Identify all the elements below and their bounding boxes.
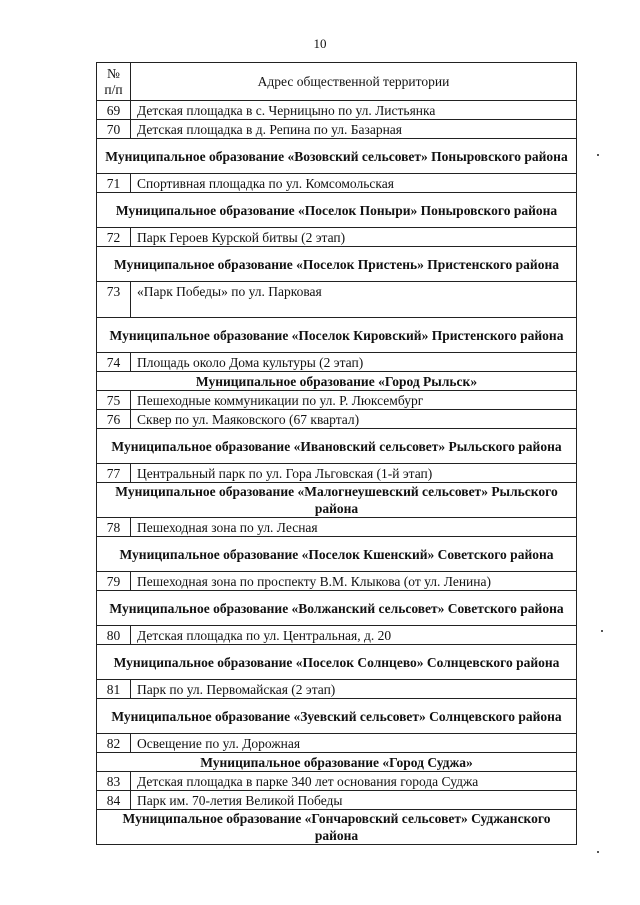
- row-number: 69: [97, 101, 131, 120]
- column-header-number-line1: №: [107, 65, 120, 81]
- row-number: 72: [97, 228, 131, 247]
- row-address: «Парк Победы» по ул. Парковая: [131, 282, 577, 318]
- section-row: [97, 318, 577, 353]
- row-address: Детская площадка по ул. Центральная, д. 20: [131, 626, 577, 645]
- section-title: Муниципальное образование «Зуевский сельсовет» Солнцевского района: [97, 699, 577, 734]
- section-title: Муниципальное образование «Поселок Поныри» Поныровского района: [97, 193, 577, 228]
- table-row: [97, 772, 577, 791]
- scan-speck: [597, 851, 599, 853]
- section-row: [97, 591, 577, 626]
- row-number: 73: [97, 282, 131, 318]
- section-row: [97, 810, 577, 845]
- row-address: Парк по ул. Первомайская (2 этап): [131, 680, 577, 699]
- row-number: 82: [97, 734, 131, 753]
- section-title: Муниципальное образование «Поселок Кировский» Пристенского района: [97, 318, 577, 353]
- page-number: 10: [313, 36, 327, 51]
- table-row: [97, 518, 577, 537]
- section-title: Муниципальное образование «Гончаровский сельсовет» Суджанского района: [97, 810, 577, 845]
- section-title: Муниципальное образование «Город Рыльск»: [97, 372, 577, 391]
- section-title: Муниципальное образование «Волжанский сельсовет» Советского района: [97, 591, 577, 626]
- section-row: [97, 645, 577, 680]
- section-row: [97, 429, 577, 464]
- row-number: 77: [97, 464, 131, 483]
- row-address: Освещение по ул. Дорожная: [131, 734, 577, 753]
- row-number: 84: [97, 791, 131, 810]
- section-title: Муниципальное образование «Поселок Пристень» Пристенского района: [97, 247, 577, 282]
- row-address: Сквер по ул. Маяковского (67 квартал): [131, 410, 577, 429]
- row-number: 76: [97, 410, 131, 429]
- column-header-number: [97, 63, 131, 101]
- table-row: [97, 734, 577, 753]
- row-address: Пешеходные коммуникации по ул. Р. Люксембург: [131, 391, 577, 410]
- section-row: [97, 699, 577, 734]
- table-header-row: [97, 63, 577, 101]
- row-address: Детская площадка в д. Репина по ул. Базарная: [131, 120, 577, 139]
- row-address: Пешеходная зона по проспекту В.М. Клыкова (от ул. Ленина): [131, 572, 577, 591]
- row-number: 78: [97, 518, 131, 537]
- table-row: [97, 282, 577, 318]
- section-row: [97, 139, 577, 174]
- table-row: [97, 410, 577, 429]
- row-address: Парк Героев Курской битвы (2 этап): [131, 228, 577, 247]
- table-row: [97, 228, 577, 247]
- row-number: 81: [97, 680, 131, 699]
- table-row: [97, 391, 577, 410]
- row-address: Спортивная площадка по ул. Комсомольская: [131, 174, 577, 193]
- table-row: [97, 353, 577, 372]
- section-row: [97, 247, 577, 282]
- column-header-number-line2: п/п: [104, 81, 123, 97]
- section-title: Муниципальное образование «Возовский сельсовет» Поныровского района: [97, 139, 577, 174]
- table-row: [97, 464, 577, 483]
- section-row: [97, 753, 577, 772]
- scan-speck: [597, 154, 599, 156]
- row-number: 83: [97, 772, 131, 791]
- table-row: [97, 680, 577, 699]
- column-header-address: Адрес общественной территории: [131, 63, 577, 101]
- section-title: Муниципальное образование «Ивановский сельсовет» Рыльского района: [97, 429, 577, 464]
- territories-table: [96, 62, 577, 845]
- row-address: Парк им. 70-летия Великой Победы: [131, 791, 577, 810]
- row-number: 70: [97, 120, 131, 139]
- table-row: [97, 174, 577, 193]
- section-title: Муниципальное образование «Малогнеушевский сельсовет» Рыльского района: [97, 483, 577, 518]
- row-address: Центральный парк по ул. Гора Льговская (1-й этап): [131, 464, 577, 483]
- table-row: [97, 101, 577, 120]
- row-address: Пешеходная зона по ул. Лесная: [131, 518, 577, 537]
- row-number: 79: [97, 572, 131, 591]
- table-row: [97, 626, 577, 645]
- row-address: Детская площадка в с. Черницыно по ул. Листьянка: [131, 101, 577, 120]
- row-address: Детская площадка в парке 340 лет основания города Суджа: [131, 772, 577, 791]
- table-row: [97, 572, 577, 591]
- table-row: [97, 791, 577, 810]
- section-row: [97, 483, 577, 518]
- row-number: 74: [97, 353, 131, 372]
- section-title: Муниципальное образование «Город Суджа»: [97, 753, 577, 772]
- section-title: Муниципальное образование «Поселок Солнцево» Солнцевского района: [97, 645, 577, 680]
- row-address: Площадь около Дома культуры (2 этап): [131, 353, 577, 372]
- section-row: [97, 537, 577, 572]
- section-row: [97, 372, 577, 391]
- section-row: [97, 193, 577, 228]
- row-number: 71: [97, 174, 131, 193]
- scan-speck: [601, 630, 603, 632]
- row-number: 80: [97, 626, 131, 645]
- table-row: [97, 120, 577, 139]
- section-title: Муниципальное образование «Поселок Кшенский» Советского района: [97, 537, 577, 572]
- row-number: 75: [97, 391, 131, 410]
